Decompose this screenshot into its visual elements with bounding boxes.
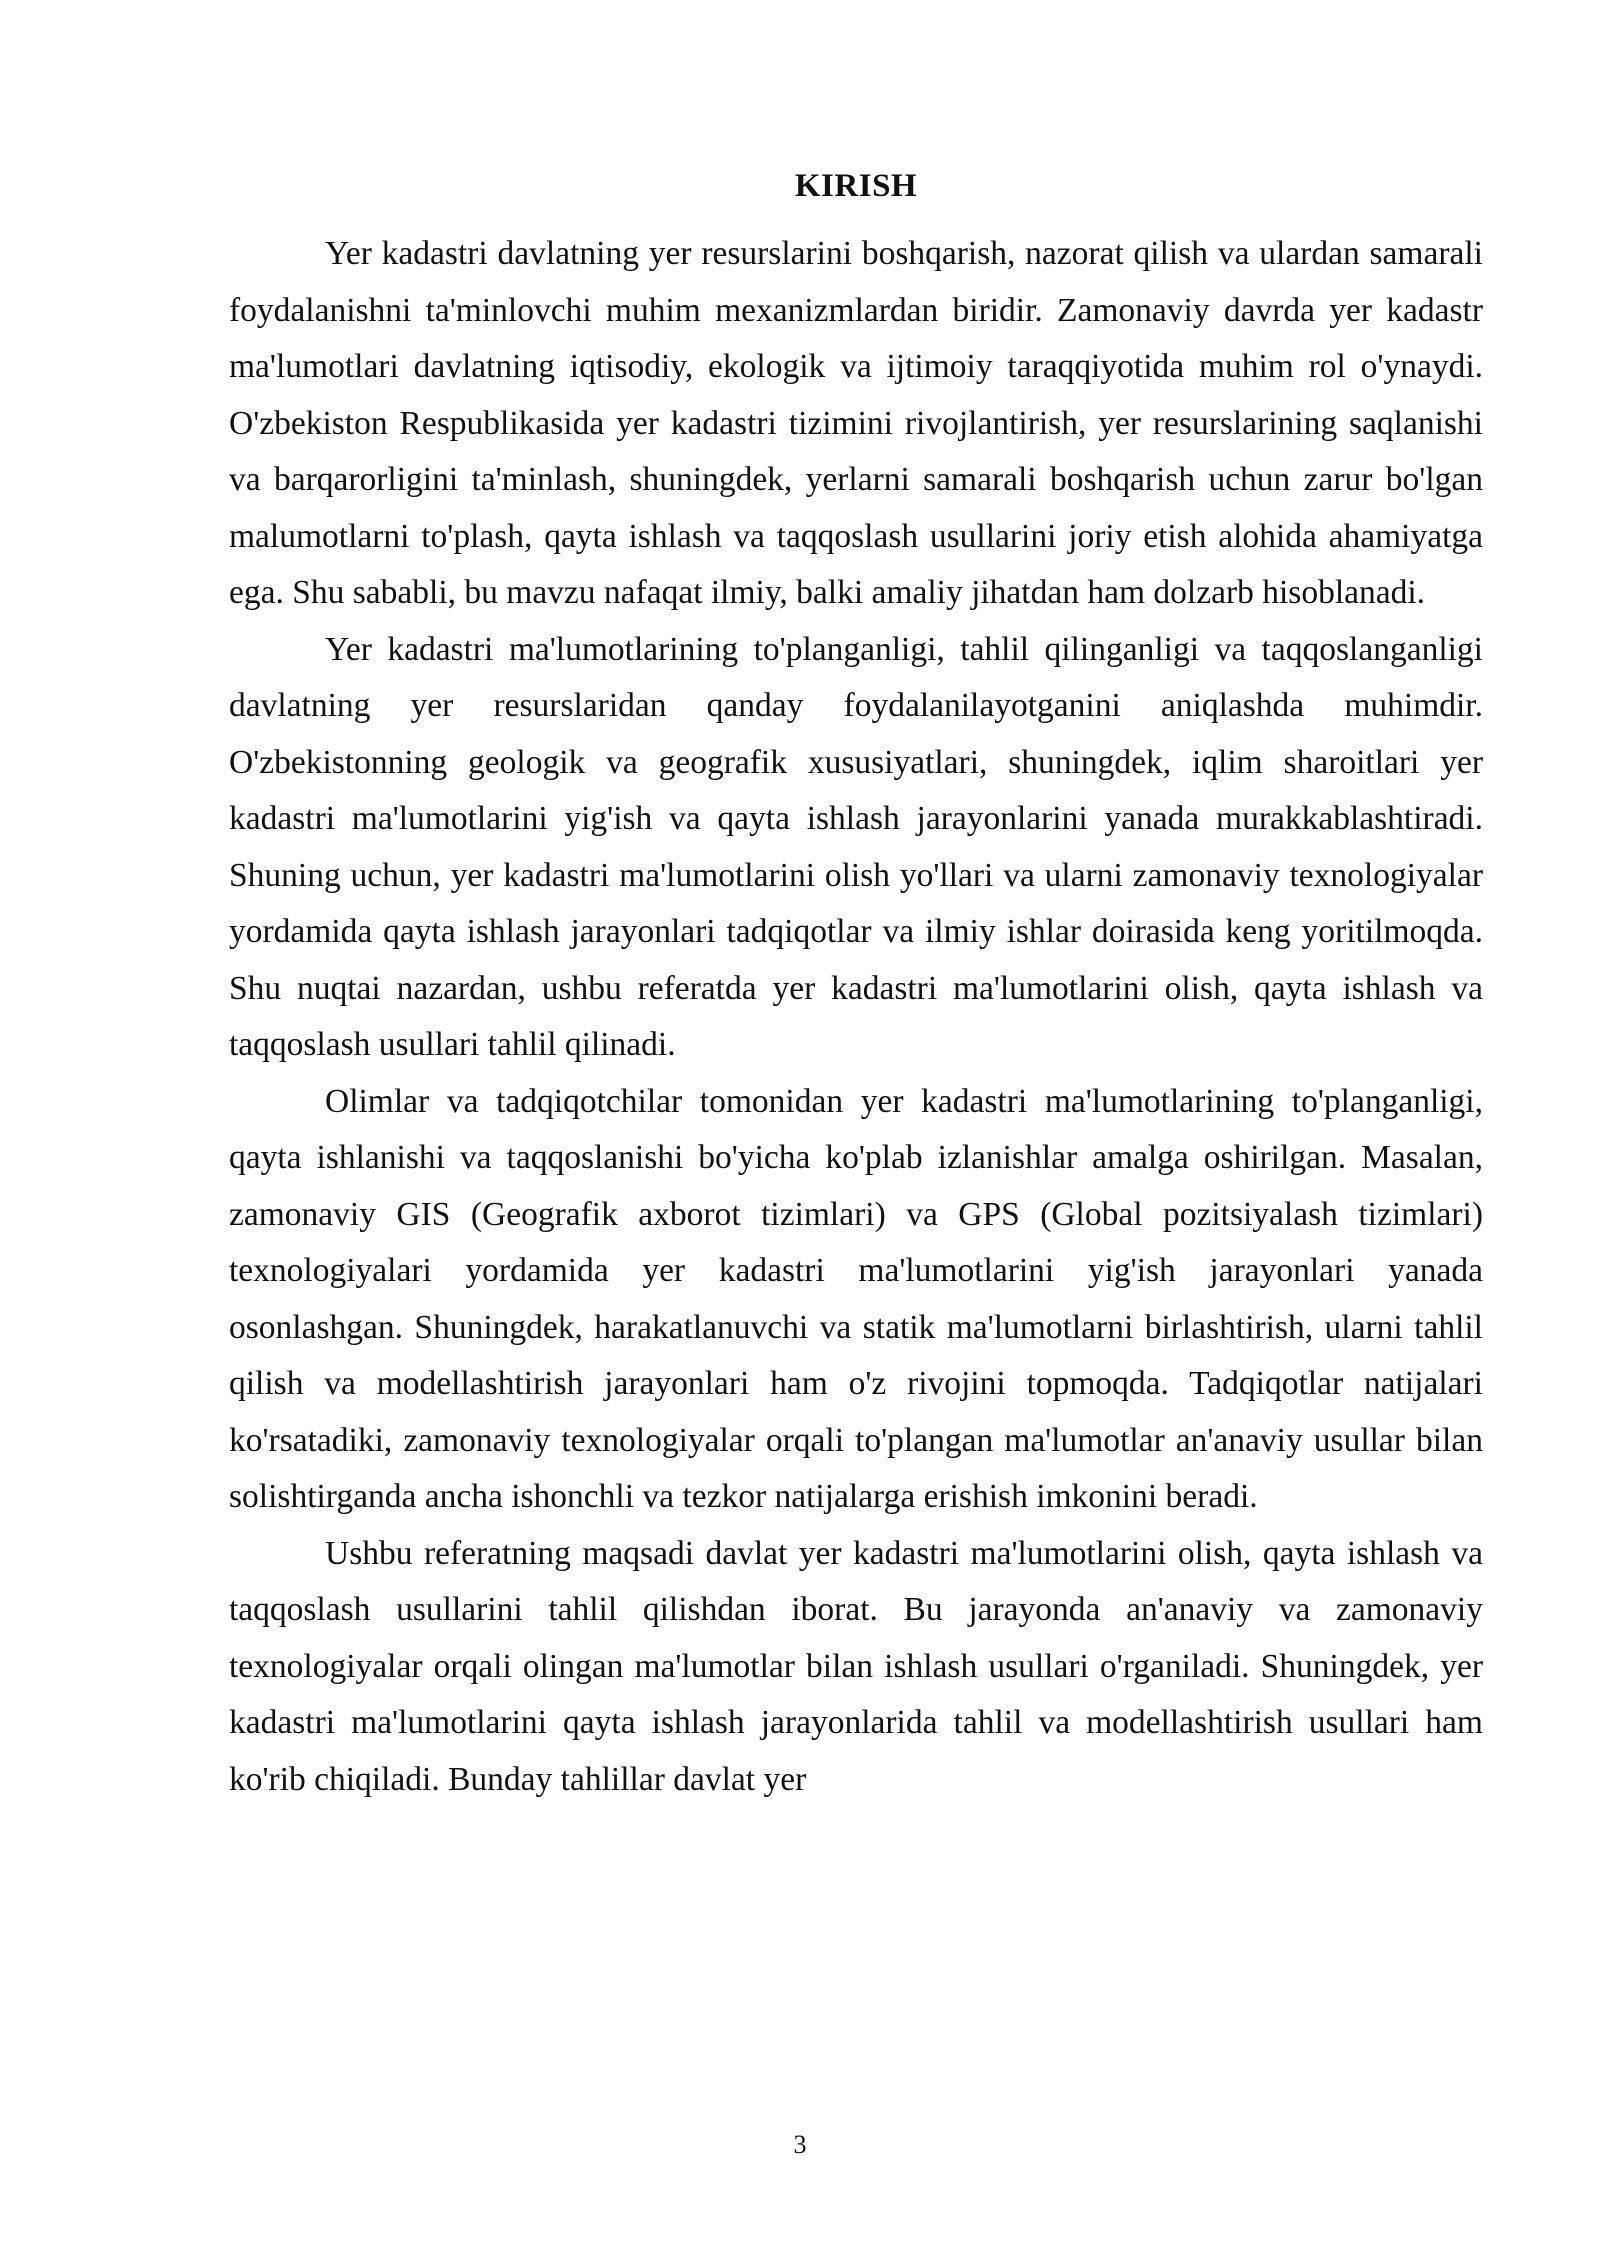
paragraph-1: Yer kadastri davlatning yer resurslarini boshqarish, nazorat qilish va ulardan samarali foydalanishni ta'minlovchi muhim mexanizmlardan biridir. Zamonaviy davrda yer kadastr ma'lumotlari davlatning iqtisodiy, ekologik va ijtimoiy taraqqiyotida muhim rol o'ynaydi. O'zbekiston Respublikasida yer kadastri tizimini rivojlantirish, yer resurslarining saqlanishi va barqarorligini ta'minlash, shuningdek, yerlarni samarali boshqarish uchun zarur bo'lgan malumotlarni to'plash, qayta ishlash va taqqoslash usullarini joriy etish alohida ahamiyatga ega. Shu sababli, bu mavzu nafaqat ilmiy, balki amaliy jihatdan ham dolzarb hisoblanadi. (229, 235, 1483, 611)
paragraph-4: Ushbu referatning maqsadi davlat yer kadastri ma'lumotlarini olish, qayta ishlash va taqqoslash usullarini tahlil qilishdan iborat. Bu jarayonda an'anaviy va zamonaviy texnologiyalar orqali olingan ma'lumotlar bilan ishlash usullari o'rganiladi. Shuningdek, yer kadastri ma'lumotlarini qayta ishlash jarayonlarida tahlil va modellashtirish usullari ham ko'rib chiqiladi. Bunday tahlillar davlat yer (229, 1534, 1483, 1798)
section-title: KIRISH (794, 168, 918, 204)
page-number: 3 (793, 2130, 807, 2159)
document-page (229, 160, 1483, 1808)
paragraph-3: Olimlar va tadqiqotchilar tomonidan yer kadastri ma'lumotlarining to'planganligi, qayta ishlanishi va taqqoslanishi bo'yicha ko'plab izlanishlar amalga oshirilgan. Masalan, zamonaviy GIS (Geografik axborot tizimlari) va GPS (Global pozitsiyalash tizimlari) texnologiyalari yordamida yer kadastri ma'lumotlarini yig'ish jarayonlari yanada osonlashgan. Shuningdek, harakatlanuvchi va statik ma'lumotlarni birlashtirish, ularni tahlil qilish va modellashtirish jarayonlari ham o'z rivojini topmoqda. Tadqiqotlar natijalari ko'rsatadiki, zamonaviy texnologiyalar orqali to'plangan ma'lumotlar an'anaviy usullar bilan solishtirganda ancha ishonchli va tezkor natijalarga erishish imkonini beradi. (229, 1082, 1483, 1515)
paragraph-2: Yer kadastri ma'lumotlarining to'planganligi, tahlil qilinganligi va taqqoslanganligi davlatning yer resurslaridan qanday foydalanilayotganini aniqlashda muhimdir. O'zbekistonning geologik va geografik xususiyatlari, shuningdek, iqlim sharoitlari yer kadastri ma'lumotlarini yig'ish va qayta ishlash jarayonlarini yanada murakkablashtiradi. Shuning uchun, yer kadastri ma'lumotlarini olish yo'llari va ularni zamonaviy texnologiyalar yordamida qayta ishlash jarayonlari tadqiqotlar va ilmiy ishlar doirasida keng yoritilmoqda. Shu nuqtai nazardan, ushbu referatda yer kadastri ma'lumotlarini olish, qayta ishlash va taqqoslash usullari tahlil qilinadi. (229, 630, 1483, 1063)
